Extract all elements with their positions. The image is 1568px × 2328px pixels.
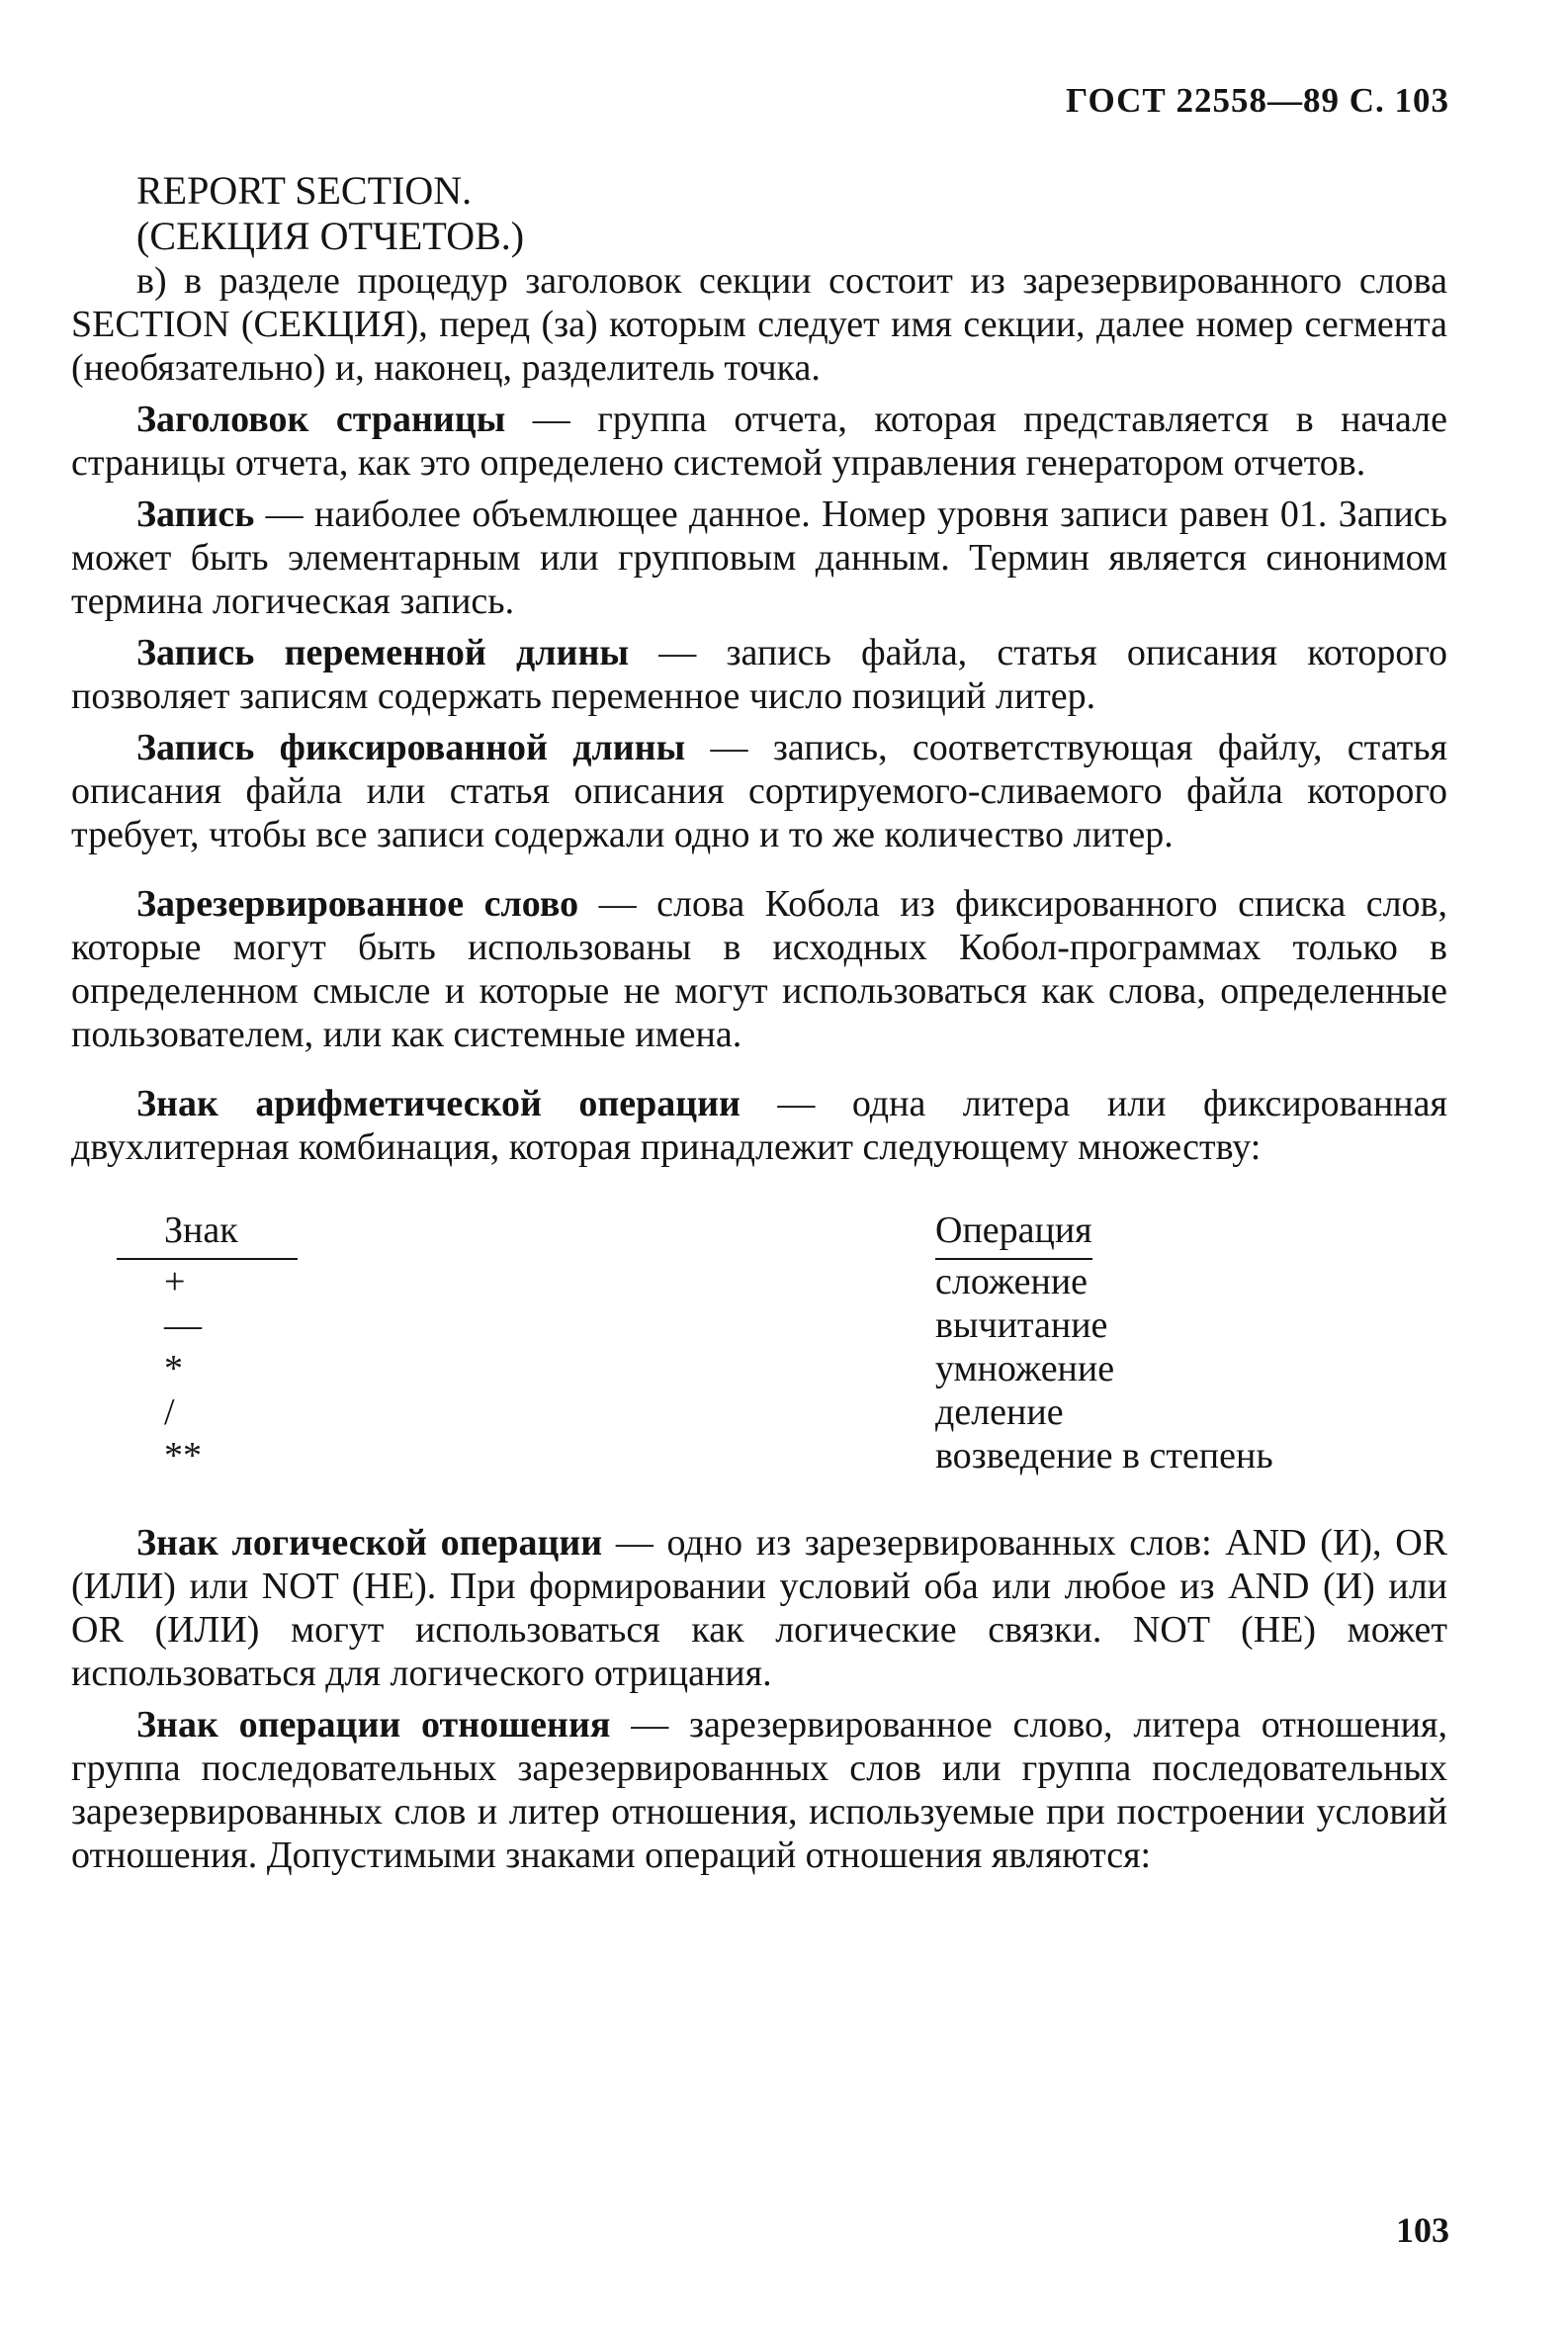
header-operation-cell <box>935 1209 1273 1260</box>
page-body <box>71 168 1447 1885</box>
arithmetic-signs-table <box>117 1209 1273 1477</box>
header-sign: Знак <box>117 1209 298 1260</box>
entry-variable-length-record <box>71 631 1447 718</box>
entry-page-heading <box>71 398 1447 485</box>
term: Знак арифметической операции <box>136 1083 740 1124</box>
entry-fixed-length-record <box>71 726 1447 856</box>
operation-cell: возведение в степень <box>935 1435 1273 1477</box>
definition: — одно из зарезервированных слов: AND (И), OR (ИЛИ) или NOT (НЕ). При формировании условий оба или любое из AND (И) или OR (ИЛИ) могут использоваться как логические связки. NOT (НЕ) может использоваться для логического отрицания. <box>71 1522 1447 1694</box>
sign-cell: ** <box>164 1435 202 1477</box>
intro-block <box>71 168 1447 259</box>
definition: — запись файла, статья описания которого позволяет записям содержать переменное число позиций литер. <box>71 632 1447 717</box>
entry-arithmetic-operator <box>71 1082 1447 1169</box>
term: Знак логической операции <box>136 1522 603 1564</box>
term: Заголовок страницы <box>136 399 506 440</box>
table-header-row <box>117 1209 1273 1260</box>
operation-cell: умножение <box>935 1348 1115 1389</box>
operation-cell: сложение <box>935 1261 1089 1302</box>
header-operation: Операция <box>935 1209 1092 1260</box>
table-row <box>117 1347 1273 1390</box>
operation-cell: деление <box>935 1391 1064 1433</box>
entry-record <box>71 492 1447 623</box>
term: Знак операции отношения <box>136 1704 611 1746</box>
table-row <box>117 1390 1273 1434</box>
running-header: ГОСТ 22558—89 С. 103 <box>1066 81 1449 120</box>
sign-cell: * <box>164 1348 183 1389</box>
intro-line-report-section-ru: (СЕКЦИЯ ОТЧЕТОВ.) <box>136 214 525 258</box>
operation-cell: вычитание <box>935 1304 1108 1346</box>
sign-cell: + <box>164 1261 186 1302</box>
sign-cell: — <box>164 1304 202 1346</box>
term: Запись <box>136 493 255 535</box>
intro-paragraph-c: в) в разделе процедур заголовок секции состоит из зарезервированного слова SECTION (СЕКЦИЯ), перед (за) которым следует имя секции, далее номер сегмента (необязательно) и, наконец, разделитель точка. <box>71 260 1447 389</box>
definition: — наиболее объемлющее данное. Номер уровня записи равен 01. Запись может быть элементарным или групповым данным. Термин является синонимом термина логическая запись. <box>71 493 1447 622</box>
intro-line-report-section: REPORT SECTION. <box>136 168 473 213</box>
table-row <box>117 1260 1273 1303</box>
definition: — зарезервированное слово, литера отношения, группа последовательных зарезервированных слов или группа последовательных зарезервированных слов и литер отношения, используемые при построении условий отношения. Допустимыми знаками операций отношения являются: <box>71 1704 1447 1876</box>
definition: — запись, соответствующая файлу, статья описания файла или статья описания сортируемого-сливаемого файла которого требует, чтобы все записи содержали одно и то же количество литер. <box>71 727 1447 855</box>
entry-relational-operator <box>71 1703 1447 1877</box>
header-sign-cell <box>117 1209 935 1260</box>
term: Запись фиксированной длины <box>136 727 686 768</box>
table-row <box>117 1434 1273 1477</box>
definition: — группа отчета, которая представляется в начале страницы отчета, как это определено системой управления генератором отчетов. <box>71 399 1447 484</box>
sign-cell: / <box>164 1391 175 1433</box>
entry-reserved-word <box>71 882 1447 1056</box>
entry-logical-operator <box>71 1521 1447 1695</box>
definition: — слова Кобола из фиксированного списка слов, которые могут быть использованы в исходных Кобол-программах только в определенном смысле и которые не могут использоваться как слова, определенные пользователем, или как системные имена. <box>71 883 1448 1055</box>
term: Запись переменной длины <box>136 632 630 673</box>
page-number: 103 <box>1396 2210 1449 2250</box>
table-row <box>117 1303 1273 1347</box>
term: Зарезервированное слово <box>136 883 579 925</box>
definition: — одна литера или фиксированная двухлитерная комбинация, которая принадлежит следующему множеству: <box>71 1083 1447 1168</box>
